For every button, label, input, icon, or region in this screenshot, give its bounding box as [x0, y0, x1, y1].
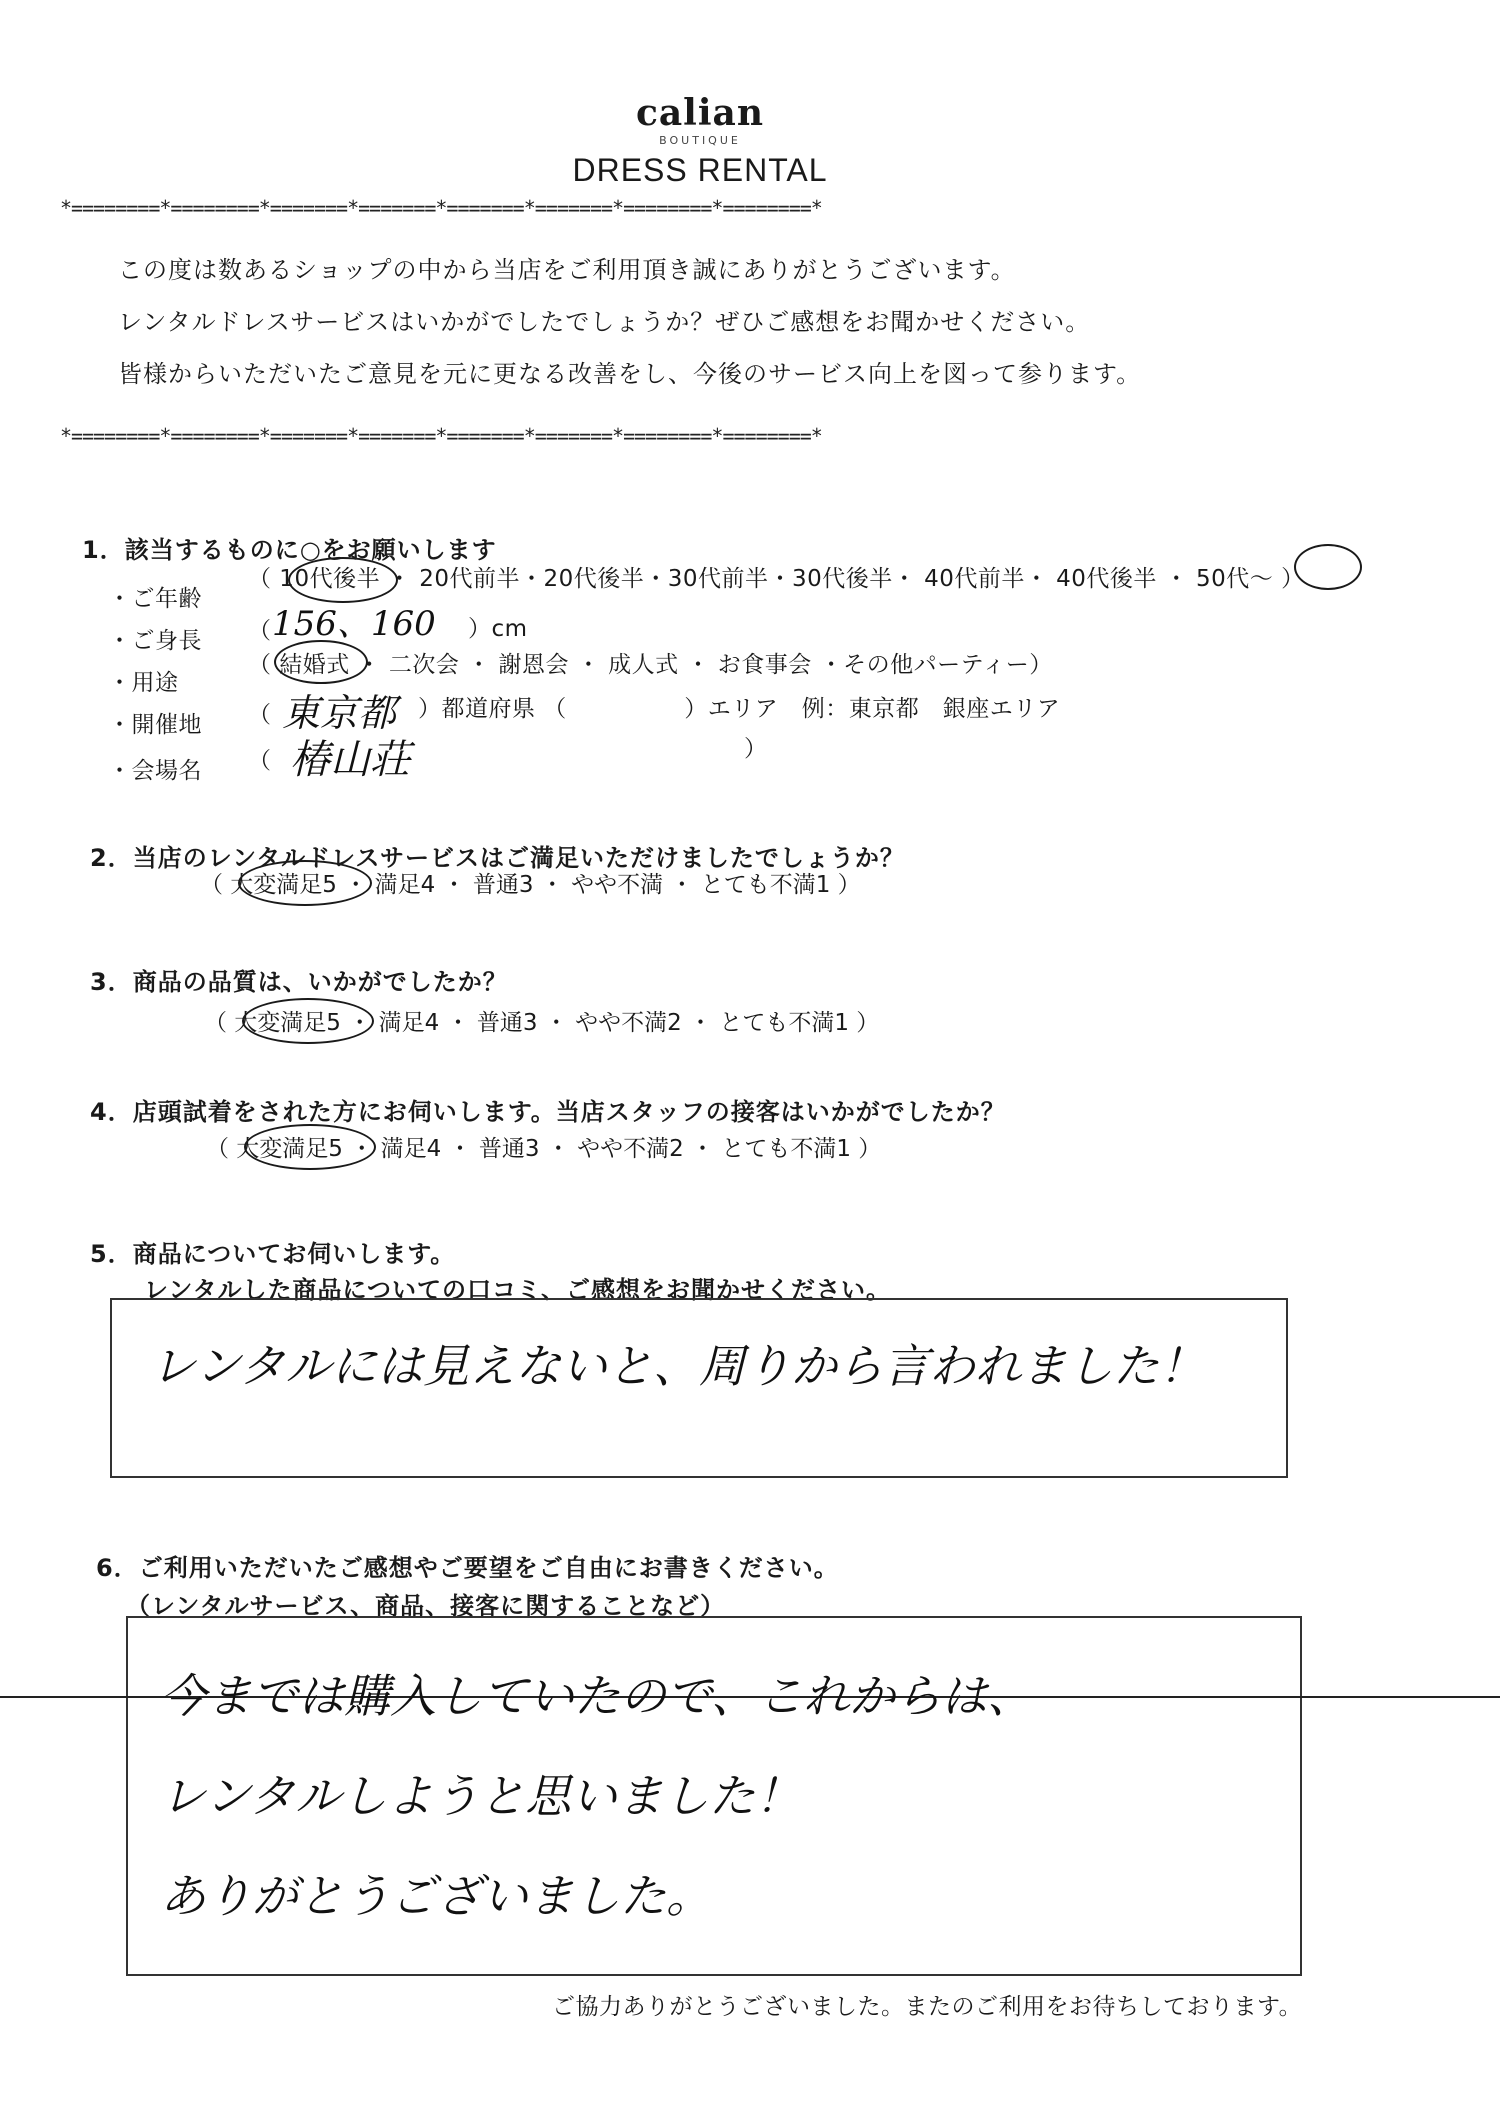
place-rest: ）都道府県 （ ）エリア 例：東京都 銀座エリア — [418, 696, 1061, 722]
footer-message: ご協力ありがとうございました。またのご利用をお待ちしております。 — [552, 1994, 1303, 2020]
q2-selection-circle — [238, 860, 372, 906]
brand-subtitle: BOUTIQUE — [659, 134, 741, 147]
q3-selection-circle — [242, 998, 374, 1044]
q4-selection-circle — [244, 1124, 376, 1170]
use-label: ・用途 — [108, 670, 179, 696]
intro-line-3: 皆様からいただいたご意見を元に更なる改善をし、今後のサービス向上を図って参ります。 — [118, 360, 1142, 388]
use-options: （ 結婚式 ・ 二次会 ・ 謝恩会 ・ 成人式 ・ お食事会 ・その他パーティー） — [248, 652, 1053, 678]
venue-label: ・会場名 — [108, 758, 202, 784]
q6-answer-line-2: レンタルしようと思いました！ — [160, 1769, 802, 1823]
q3-options: （ 大変満足5 ・ 満足4 ・ 普通3 ・ やや不満2 ・ とても不満1 ） — [204, 1010, 880, 1036]
intro-line-1: この度は数あるショップの中から当店をご利用頂き誠にありがとうございます。 — [118, 256, 1016, 284]
top-divider: *========*========*=======*=======*=======*=======*========*========* — [60, 196, 822, 220]
page-title: DRESS RENTAL — [572, 152, 828, 188]
venue-value: 椿山荘 — [290, 737, 410, 783]
height-unit: ）cm — [468, 616, 528, 642]
age-options: （ 10代後半 ・ 20代前半・20代後半・30代前半・30代後半・ 40代前半・ 40代後半 ・ 50代～ ） — [248, 566, 1305, 592]
q6-title: 6．ご利用いただいたご感想やご要望をご自由にお書きください。 — [96, 1554, 839, 1582]
place-label: ・開催地 — [108, 712, 202, 738]
q5-subtitle: レンタルした商品についての口コミ、ご感想をお聞かせください。 — [144, 1276, 891, 1304]
age-label: ・ご年齢 — [108, 586, 202, 612]
height-value: 156、160 — [272, 604, 436, 644]
age-selection-circle-2 — [1294, 544, 1362, 590]
intro-line-2: レンタルドレスサービスはいかがでしたでしょうか？ぜひご感想をお聞かせください。 — [118, 308, 1091, 336]
q4-title: 4．店頭試着をされた方にお伺いします。当店スタッフの接客はいかがでしたか？ — [90, 1098, 1006, 1126]
height-label: ・ご身長 — [108, 628, 202, 654]
q2-options: （ 大変満足5 ・ 満足4 ・ 普通3 ・ やや不満 ・ とても不満1 ） — [200, 872, 861, 898]
q2-title: 2．当店のレンタルドレスサービスはご満足いただけましたでしょうか？ — [90, 844, 905, 872]
venue-close: ） — [744, 736, 768, 762]
place-value: 東京都 — [282, 691, 397, 735]
q1-title: 1．該当するものに○をお願いします — [82, 536, 497, 564]
q5-answer: レンタルには見えないと、周りから言われました！ — [150, 1339, 1206, 1393]
q6-answer-line-3: ありがとうございました。 — [160, 1869, 712, 1923]
place-open: （ — [248, 702, 272, 728]
use-selection-circle — [274, 640, 368, 684]
q3-title: 3．商品の品質は、いかがでしたか？ — [90, 968, 508, 996]
brand-logo: calian — [635, 92, 765, 134]
venue-open: （ — [248, 748, 272, 774]
q6-answer-line-1: 今までは購入していたので、これからは、 — [160, 1669, 1034, 1723]
q6-subtitle: （レンタルサービス、商品、接客に関することなど） — [126, 1592, 726, 1620]
bottom-divider: *========*========*=======*=======*=======*=======*========*========* — [60, 424, 822, 448]
q4-options: （ 大変満足5 ・ 満足4 ・ 普通3 ・ やや不満2 ・ とても不満1 ） — [206, 1136, 882, 1162]
height-open: （ — [248, 618, 272, 644]
q5-title: 5．商品についてお伺いします。 — [90, 1240, 456, 1268]
